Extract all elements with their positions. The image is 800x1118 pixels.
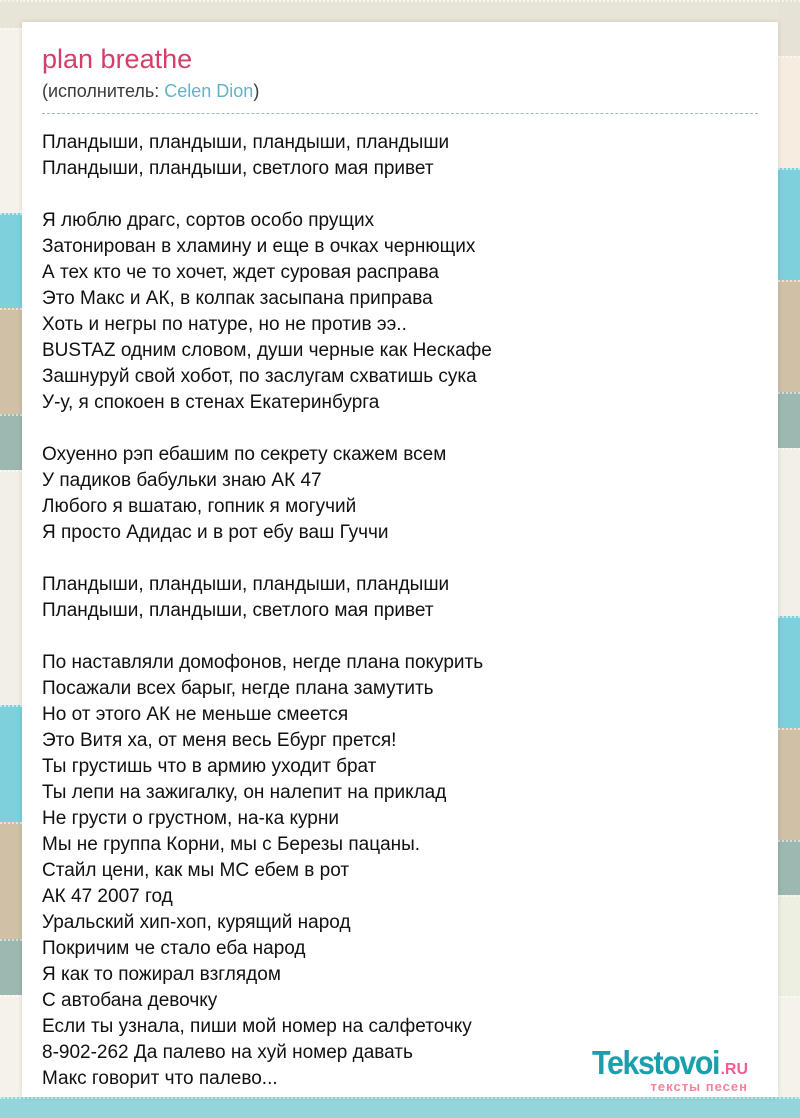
site-logo-link[interactable] bbox=[581, 1046, 748, 1093]
stripe-band bbox=[0, 939, 22, 995]
lyrics-stanza: По наставляли домофонов, негде плана покурить Посажали всех барыг, негде плана замутить Но от этого АК не меньше смеется Это Витя ха, от меня весь Ебург прется! Ты грустишь что в армию уходит брат Ты лепи на зажигалку, он налепит на приклад Не грусти о грустном, на-ка курни Мы не группа Корни, мы с Березы пацаны. Стайл цени, как мы МС ебем в рот АК 47 2007 год Уральский хип-хоп, курящий народ Покричим че стало еба народ Я как то пожирал взглядом С автобана девочку Если ты узнала, пиши мой номер на салфеточку 8-902-262 Да палево на хуй номер давать Макс говорит что палево... bbox=[42, 652, 484, 1089]
content-inner bbox=[22, 22, 778, 1092]
stripe-band bbox=[778, 728, 800, 840]
artist-label-open: (исполнитель: bbox=[42, 81, 165, 101]
lyrics-stanza: Пландыши, пландыши, пландыши, пландыши Пландыши, пландыши, светлого мая привет bbox=[42, 574, 450, 621]
song-title: plan breathe bbox=[42, 44, 193, 74]
stripe-band bbox=[778, 448, 800, 616]
stripes-left bbox=[0, 0, 22, 1118]
logo-domain: .RU bbox=[720, 1061, 748, 1078]
stripe-band bbox=[0, 995, 22, 1097]
footer-band bbox=[0, 1097, 800, 1118]
stripe-band bbox=[0, 213, 22, 308]
logo-row bbox=[581, 1046, 748, 1079]
lyrics-stanza: Я люблю драгс, сортов особо прущих Затонирован в хламину и еще в очках чернющих А тех кто че то хочет, ждет суровая расправа Это Макс и АК, в колпак засыпана приправа Хоть и негры по натуре, но не против ээ.. BUSTAZ одним словом, души черные как Нескафе Зашнуруй свой хобот, по заслугам схватишь сука У-у, я спокоен в стенах Екатеринбурга bbox=[42, 210, 492, 413]
stripe-band bbox=[778, 280, 800, 392]
stripe-band bbox=[0, 705, 22, 822]
stripe-band bbox=[0, 28, 22, 213]
logo-wordmark: Tekstovoi bbox=[592, 1044, 720, 1081]
stripe-band bbox=[0, 470, 22, 705]
lyrics-stanza: Охуенно рэп ебашим по секрету скажем всем У падиков бабульки знаю АК 47 Любого я вшатаю, гопник я могучий Я просто Адидас и в рот ебу ваш Гуччи bbox=[42, 444, 447, 543]
stripe-band bbox=[778, 56, 800, 168]
background-top-strip bbox=[0, 0, 800, 22]
stripes-right bbox=[778, 0, 800, 1118]
stripe-band bbox=[778, 840, 800, 895]
stripe-band bbox=[778, 996, 800, 1097]
artist-line bbox=[42, 81, 758, 114]
stripe-band bbox=[778, 392, 800, 448]
stripe-band bbox=[778, 616, 800, 728]
stripe-band bbox=[0, 414, 22, 470]
content-panel bbox=[22, 22, 778, 1097]
stripe-band bbox=[0, 822, 22, 939]
stripe-band bbox=[778, 895, 800, 996]
stripe-band bbox=[0, 308, 22, 414]
stripe-band bbox=[0, 0, 22, 28]
stripe-band bbox=[778, 168, 800, 280]
lyrics-stanza: Пландыши, пландыши, пландыши, пландыши Пландыши, пландыши, светлого мая привет bbox=[42, 132, 450, 179]
stripe-band bbox=[778, 0, 800, 56]
logo-tagline: тексты песен bbox=[650, 1079, 748, 1094]
artist-label-close: ) bbox=[253, 81, 260, 101]
lyrics bbox=[42, 130, 758, 1092]
artist-link[interactable]: Celen Dion bbox=[164, 81, 254, 101]
